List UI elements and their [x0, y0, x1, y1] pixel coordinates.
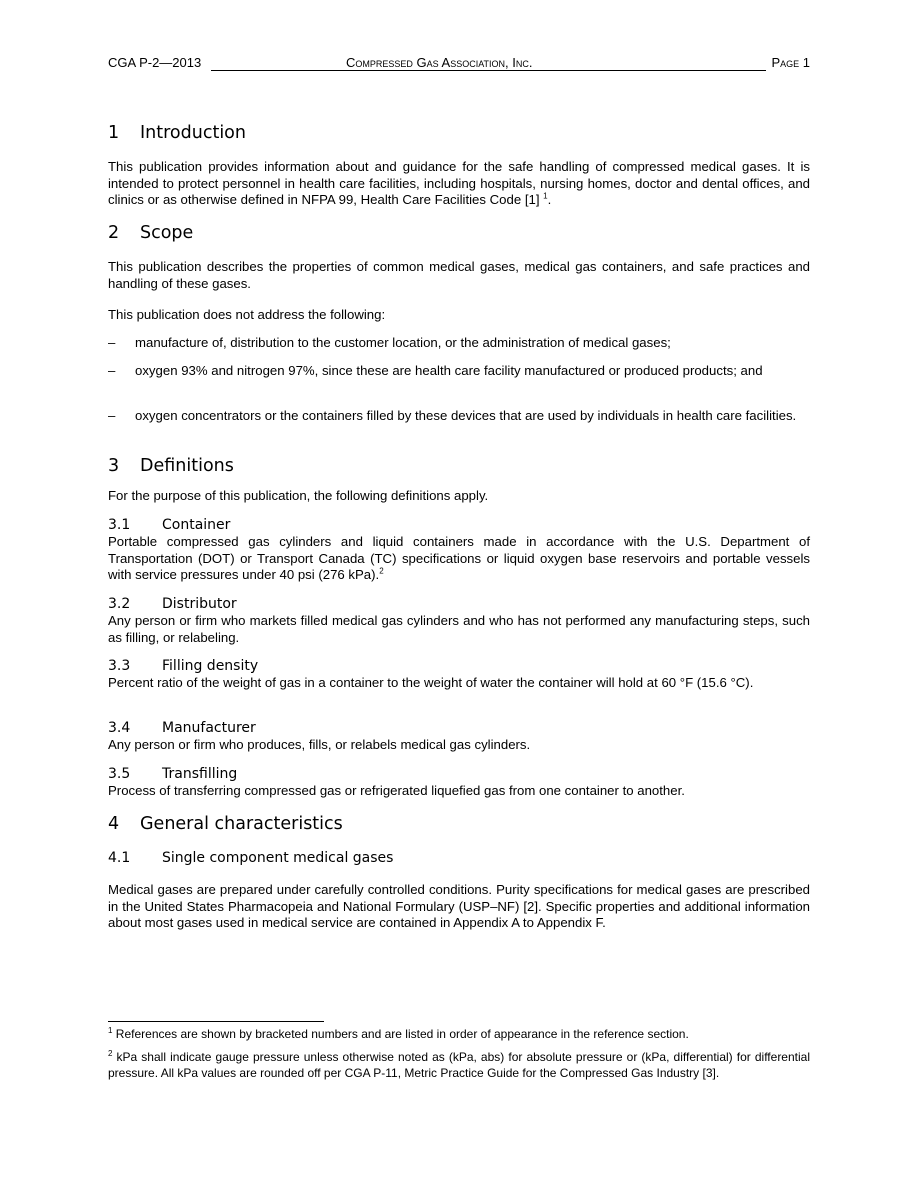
definition-text-distributor: Any person or firm who markets filled medical gas cylinders and who has not performed any manufacturing steps, such as filling, or relabeling. [108, 613, 810, 645]
scope-paragraph: This publication describes the properties of common medical gases, medical gas containers, and safe practices and handling of these gases. [108, 259, 810, 291]
definition-heading-manufacturer: 3.4 Manufacturer [108, 720, 256, 736]
footnote-ref-2[interactable]: 2 [379, 566, 384, 576]
definition-heading-filling-density: 3.3 Filling density [108, 658, 259, 674]
section-heading-scope: 2 Scope [108, 223, 194, 243]
definition-text-filling-density: Percent ratio of the weight of gas in a container to the weight of water the container will hold at 60 °F (15.6 °C). [108, 675, 754, 690]
definition-text-manufacturer: Any person or firm who produces, fills, or relabels medical gas cylinders. [108, 737, 531, 752]
definition-text-container: Portable compressed gas cylinders and liquid containers made in accordance with the U.S. Department of Transportation (DOT) or Transport Canada (TC) specifications or liquid oxygen base reservoirs and portable vessels with service pressures under 40 psi (276 kPa).$^2$ [108, 534, 810, 582]
footnote-separator [108, 1021, 324, 1022]
subsection-heading-single-component: 4.1 Single component medical gases [108, 850, 394, 866]
scope-exclusions-intro: This publication does not address the following: [108, 307, 386, 322]
introduction-paragraph: This publication provides information about and guidance for the safe handling of compressed medical gases. It is intended to protect personnel in health care facilities, including hospitals, nursing homes, doctor and dental offices, and clinics or as otherwise defined in NFPA 99, Health Care Facilities Code [1] $^1$. [108, 159, 810, 207]
footnote-ref-1[interactable]: 1 [543, 191, 548, 201]
section-heading-general-characteristics: 4 General characteristics [108, 814, 343, 834]
running-header [108, 55, 810, 73]
footnote-2: $^2$ kPa shall indicate gauge pressure unless otherwise noted as (kPa, abs) for absolute pressure or (kPa, differential) for differential pressure. All kPa values are rounded off per CGA P-11, Metric Practice Guide for the Compressed Gas Industry [3]. [108, 1049, 810, 1080]
list-item: – manufacture of, distribution to the customer location, or the administration of medical gases; [108, 335, 671, 350]
definition-heading-transfilling: 3.5 Transfilling [108, 766, 238, 782]
general-characteristics-paragraph: Medical gases are prepared under carefully controlled conditions. Purity specifications for medical gases are prescribed in the United States Pharmacopeia and National Formulary (USP–NF) [2]. Specific properties and additional information about most gases used in medical service are contained in Appendix A to Appendix F. [108, 882, 810, 930]
footnote-1: $^1$ References are shown by bracketed numbers and are listed in order of appearance in the reference section. [108, 1026, 689, 1041]
definition-text-transfilling: Process of transferring compressed gas or refrigerated liquefied gas from one container to another. [108, 783, 685, 798]
doc-id: CGA P-2—2013 [108, 55, 202, 70]
definition-heading-container: 3.1 Container [108, 517, 231, 533]
page-number: Page 1 [771, 55, 810, 70]
list-item: – oxygen concentrators or the containers filled by these devices that are used by individuals in health care facilities. [108, 408, 797, 423]
section-heading-introduction: 1 Introduction [108, 123, 246, 143]
section-heading-definitions: 3 Definitions [108, 456, 234, 476]
organization-name: Compressed Gas Association, Inc. [346, 55, 533, 70]
list-item: – oxygen 93% and nitrogen 97%, since these are health care facility manufactured or produced products; and [108, 363, 763, 378]
definitions-intro: For the purpose of this publication, the following definitions apply. [108, 488, 489, 503]
definition-heading-distributor: 3.2 Distributor [108, 596, 237, 612]
header-rule [211, 70, 766, 71]
